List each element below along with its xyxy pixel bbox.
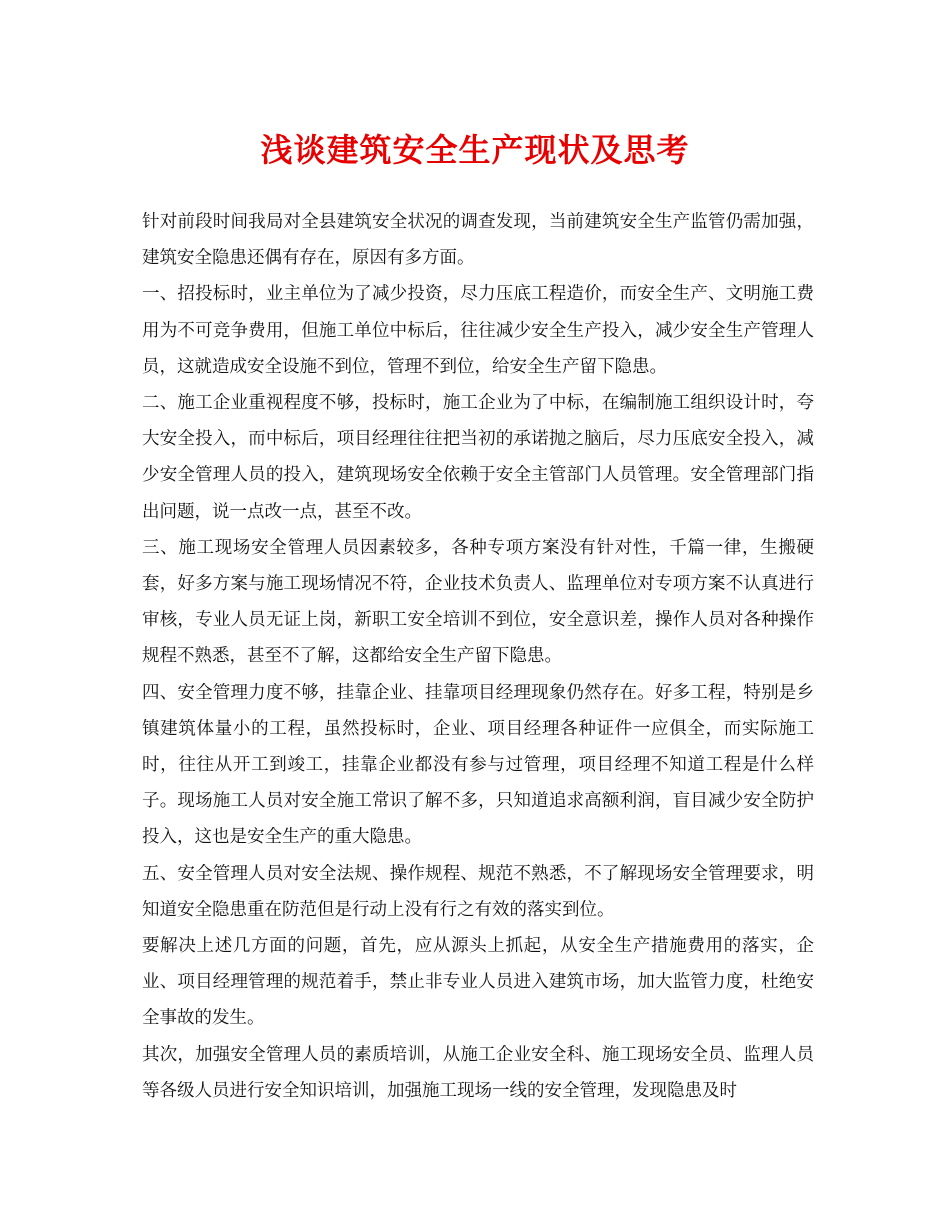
paragraph-intro: 针对前段时间我局对全县建筑安全状况的调查发现，当前建筑安全生产监管仍需加强，建筑安全隐患还偶有存在，原因有多方面。	[142, 212, 814, 269]
paragraph-solution-second: 其次，加强安全管理人员的素质培训，从施工企业安全科、施工现场安全员、监理人员等各级人员进行安全知识培训，加强施工现场一线的安全管理，发现隐患及时	[142, 1044, 814, 1101]
document-body	[142, 204, 814, 1109]
paragraph-point-3: 三、施工现场安全管理人员因素较多，各种专项方案没有针对性，千篇一律，生搬硬套，好多方案与施工现场情况不符，企业技术负责人、监理单位对专项方案不认真进行审核，专业人员无证上岗，新职工安全培训不到位，安全意识差，操作人员对各种操作规程不熟悉，甚至不了解，这都给安全生产留下隐患。	[142, 537, 814, 667]
document-title: 浅谈建筑安全生产现状及思考	[260, 131, 690, 169]
paragraph-point-1: 一、招投标时，业主单位为了减少投资，尽力压底工程造价，而安全生产、文明施工费用为不可竞争费用，但施工单位中标后，往往减少安全生产投入，减少安全生产管理人员，这就造成安全设施不到位，管理不到位，给安全生产留下隐患。	[142, 284, 814, 377]
paragraph-solution-first: 要解决上述几方面的问题，首先，应从源头上抓起，从安全生产措施费用的落实，企业、项目经理管理的规范着手，禁止非专业人员进入建筑市场，加大监管力度，杜绝安全事故的发生。	[142, 936, 814, 1029]
paragraph-point-5: 五、安全管理人员对安全法规、操作规程、规范不熟悉，不了解现场安全管理要求，明知道安全隐患重在防范但是行动上没有行之有效的落实到位。	[142, 863, 814, 920]
paragraph-point-2: 二、施工企业重视程度不够，投标时，施工企业为了中标，在编制施工组织设计时，夸大安全投入，而中标后，项目经理往往把当初的承诺抛之脑后，尽力压底安全投入，减少安全管理人员的投入，建筑现场安全依赖于安全主管部门人员管理。安全管理部门指出问题，说一点改一点，甚至不改。	[142, 393, 814, 522]
paragraph-point-4: 四、安全管理力度不够，挂靠企业、挂靠项目经理现象仍然存在。好多工程，特别是乡镇建筑体量小的工程，虽然投标时，企业、项目经理各种证件一应俱全，而实际施工时，往往从开工到竣工，挂靠企业都没有参与过管理，项目经理不知道工程是什么样子。现场施工人员对安全施工常识了解不多，只知道追求高额利润，盲目减少安全防护投入，这也是安全生产的重大隐患。	[142, 682, 814, 848]
